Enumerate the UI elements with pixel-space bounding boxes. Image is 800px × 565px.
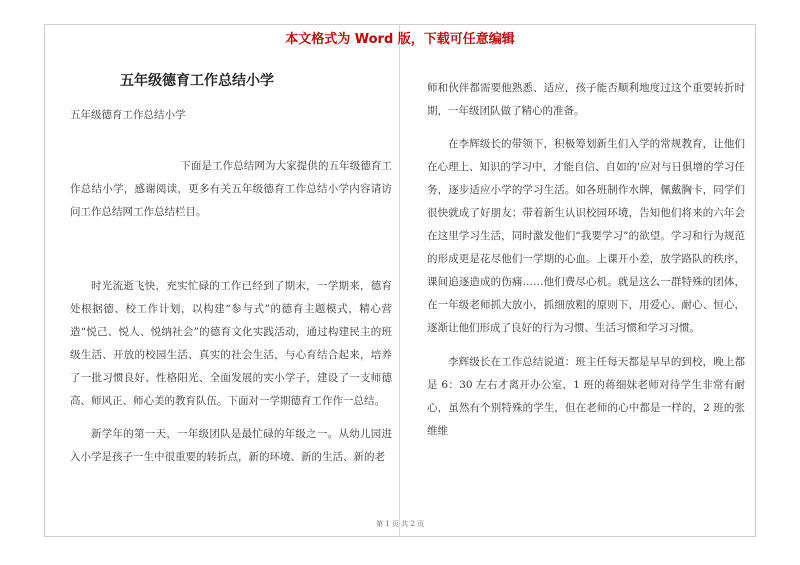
column-divider [399, 24, 400, 537]
paragraph-4: 李辉级长在工作总结说道：班主任每天都是早早的到校，晚上都是 6：30 左右才离开办公室，1 班的蒋细妹老师对待学生非常有耐心，虽然有个别特殊的学生，但在老师的心中都是一样的，2 班的张维维 [427, 355, 745, 437]
document-subtitle: 五年级德育工作总结小学 [70, 109, 186, 121]
paragraph-3: 在李辉级长的带领下，积极筹划新生们入学的常规教育，让他们在心理上、知识的学习中，才能自信、自如的'应对与日俱增的学习任务，逐步适应小学的学习生活。如各班制作水牌，佩戴胸卡，同学们很快就成了好朋友；带着新生认识校园环境，告知他们将来的六年会在这里学习生活，同时激发他们“我要学习”的欲望。学习和行为规范的形成更是花尽他们一学期的心血。上课开小差，放学路队的秩序，课间追逐造成的伤痛……他们费尽心机。就是这么一群特殊的团体，在一年级老师抓大放小，抓细放粗的原则下，用爱心、耐心、恒心，逐渐让他们形成了良好的行为习惯、生活习惯和学习习惯。 [427, 138, 745, 334]
paragraph-1: 时光流逝飞快，充实忙碌的工作已经到了期末，一学期来，德育处根据德、校工作计划，以构建“参与式”的德育主题模式，精心营造“悦己、悦人、悦纳社会”的德育文化实践活动，通过构建民主的班级生活、开放的校园生活、真实的社会生活，与心育结合起来，培养了一批习惯良好、性格阳光、全面发展的实小学子，建设了一支师德高、师风正、师心美的教育队伍。下面对一学期德育工作作一总结。 [70, 279, 392, 407]
left-column-intro [70, 144, 392, 234]
left-column-body [70, 264, 392, 480]
document-title: 五年级德育工作总结小学 [120, 73, 274, 89]
intro-paragraph: 下面是工作总结网为大家提供的五年级德育工作总结小学，感谢阅读，更多有关五年级德育工作总结小学内容请访问工作总结网工作总结栏目。 [70, 159, 392, 218]
page-footer: 第 1 页 共 2 页 [375, 520, 425, 528]
paragraph-2: 新学年的第一天，一年级团队是最忙碌的年级之一。从幼儿园进入小学是孩子一生中很重要的转折点，新的环境、新的生活、新的老 [70, 428, 392, 463]
format-banner: 本文格式为 Word 版，下载可任意编辑 [285, 32, 515, 47]
right-column-body [427, 66, 745, 453]
paragraph-0-continued: 师和伙伴都需要他熟悉、适应，孩子能否顺利地度过这个重要转折时期，一年级团队做了精心的准备。 [427, 81, 745, 117]
